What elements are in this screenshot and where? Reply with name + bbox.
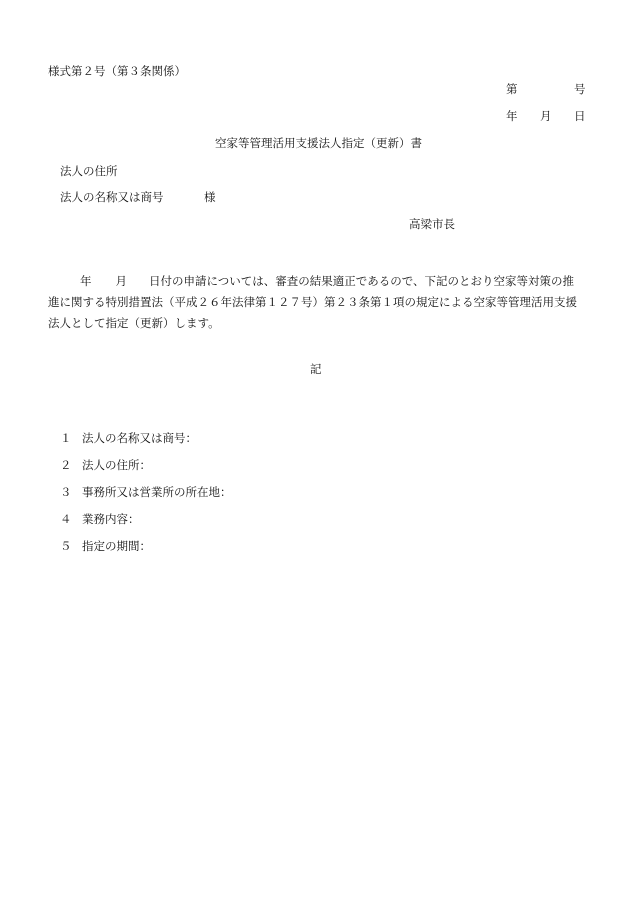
doc-number-suffix: 号 [574, 82, 586, 96]
date-month: 月 [540, 109, 552, 123]
date-year: 年 [506, 109, 518, 123]
issuer: 高梁市長 [409, 217, 455, 231]
list-item-label: 法人の名称又は商号： [82, 431, 197, 445]
list-item-label: 指定の期間： [82, 539, 151, 553]
list-item-number: １ [60, 431, 72, 445]
body-paragraph [48, 271, 584, 334]
list-item-label: 法人の住所： [82, 458, 151, 472]
form-label: 様式第２号（第３条関係） [48, 64, 186, 78]
address-label: 法人の住所 [60, 164, 118, 178]
name-label: 法人の名称又は商号 [60, 190, 164, 204]
list-item-number: ５ [60, 539, 72, 553]
date-day: 日 [574, 109, 586, 123]
body-year: 年 [80, 274, 92, 288]
list-item-label: 事務所又は営業所の所在地： [82, 485, 232, 499]
list-item-number: ２ [60, 458, 72, 472]
honorific: 様 [204, 190, 216, 204]
body-text: 日付の申請については、審査の結果適正であるので、下記のとおり空家等対策の推進に関する特別措置法（平成２６年法律第１２７号）第２３条第１項の規定による空家等管理活用支援法人として指定（更新）します。 [48, 274, 577, 330]
document-title: 空家等管理活用支援法人指定（更新）書 [215, 136, 422, 150]
list-item-number: ４ [60, 512, 72, 526]
list-item-number: ３ [60, 485, 72, 499]
list-item-label: 業務内容： [82, 512, 140, 526]
body-month: 月 [115, 274, 127, 288]
doc-number-prefix: 第 [506, 82, 518, 96]
ki-heading: 記 [310, 362, 322, 376]
